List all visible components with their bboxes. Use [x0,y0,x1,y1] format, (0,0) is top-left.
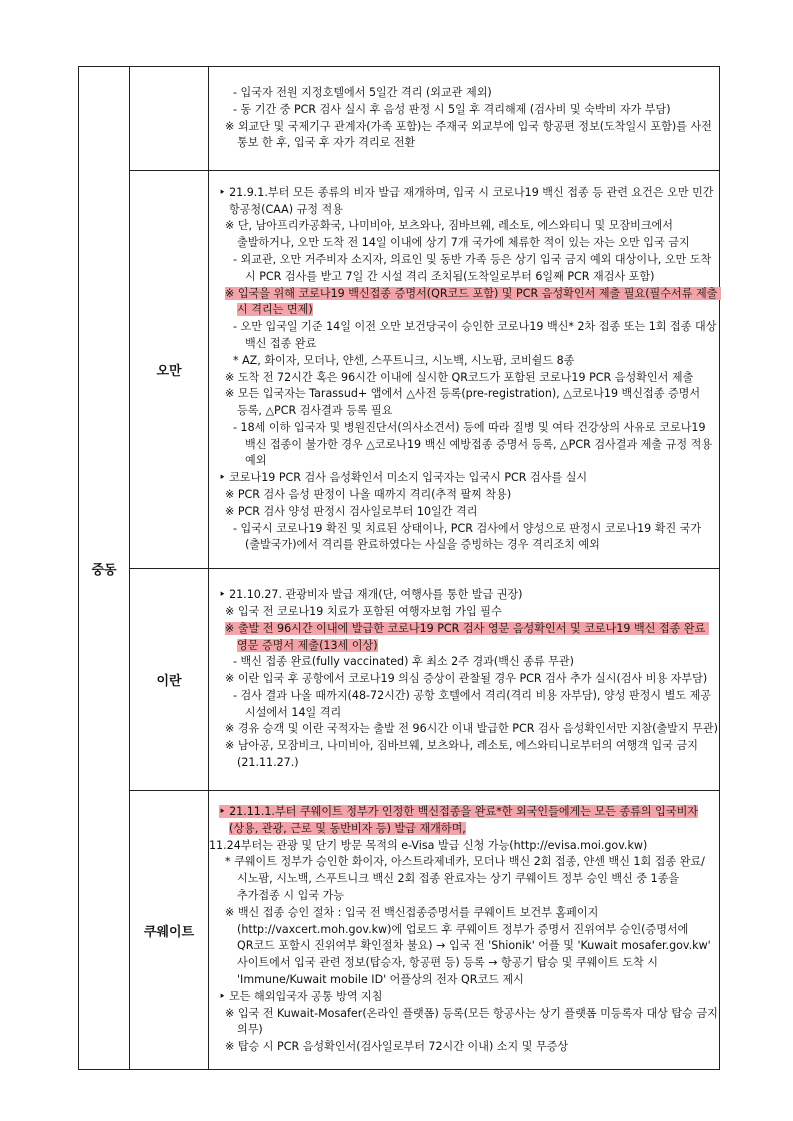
table-row [79,171,720,569]
content-cell [209,67,720,171]
content-cell-oman [209,171,720,569]
region-cell: 중동 [79,67,130,1070]
bullet-line: ※ PCR 검사 양성 판정시 검사일로부터 10일간 격리 [225,504,478,518]
bullet-line: ※ 입국 전 Kuwait-Mosafer(온라인 플랫폼) 등록(모든 항공사는 상기 플랫폼 미등록자 대상 탑승 금지 의무) [225,1006,722,1037]
bullet-line: * 쿠웨이트 정부가 승인한 화이자, 아스트라제네카, 모더나 백신 2회 접종, 얀센 백신 1회 접종 완료/ 시노팜, 시노백, 스푸트니크 백신 2회 접종 완료자는 상기 쿠웨이트 정부 승인 백신 중 1종을 추가접종 시 입국 가능 [225,855,709,902]
bullet-line: ‣ 코로나19 PCR 검사 음성확인서 미소지 입국자는 입국시 PCR 검사를 실시 [219,471,588,485]
bullet-line: ※ 외교단 및 국제기구 관계자(가족 포함)는 주재국 외교부에 입국 항공편 정보(도착일시 포함)를 사전 통보 한 후, 입국 후 자가 격리로 전환 [225,119,716,150]
bullet-line: ※ PCR 검사 음성 판정이 나올 때까지 격리(추적 팔찌 착용) [225,488,512,502]
bullet-line: ※ 도착 전 72시간 혹은 96시간 이내에 실시한 QR코드가 포함된 코로나19 PCR 음성확인서 제출 [225,370,694,384]
bullet-line: - 검사 결과 나올 때까지(48-72시간) 공항 호텔에서 격리(격리 비용 자부담), 양성 판정시 별도 제공 시설에서 14일 격리 [233,688,715,719]
bullet-line: - 오만 입국일 기준 14일 이전 오만 보건당국이 승인한 코로나19 백신* 2차 접종 또는 1회 접종 대상 백신 접종 완료 [233,320,720,350]
bullet-line: * AZ, 화이자, 모더나, 얀센, 스푸트니크, 시노백, 시노팜, 코비쉴드 8종 [233,353,575,367]
bullet-line: - 입국시 코로나19 확진 및 치료된 상태이나, PCR 검사에서 양성으로 판정시 코로나19 확진 국가(출발국가)에서 격리를 완료하였다는 사실을 증빙하는 경우 격리조치 예외 [233,521,702,552]
bullet-line: ‣ 21.10.27. 관광비자 발급 재개(단, 여행사를 통한 발급 권장) [219,588,523,602]
bullet-line: ※ 모든 입국자는 Tarassud+ 앱에서 △사전 등록(pre-registration), △코로나19 백신접종 증명서 등록, △PCR 검사결과 등록 필요 [225,387,704,418]
country-cell [130,67,209,171]
country-cell-iran: 이란 [130,569,209,791]
bullet-line: ※ 경유 승객 및 이란 국적자는 출발 전 96시간 이내 발급한 PCR 검사 음성확인서만 지참(출발지 무관) [225,722,718,736]
bullet-line: ※ 이란 입국 후 공항에서 코로나19 의심 증상이 관찰될 경우 PCR 검사 추가 실시(검사 비용 자부담) [225,672,708,686]
country-cell-kuwait: 쿠웨이트 [130,791,209,1070]
table-row [79,67,720,171]
bullet-line: ※ 탑승 시 PCR 음성확인서(검사일로부터 72시간 이내) 소지 및 무증상 [225,1040,569,1054]
table-row [79,569,720,791]
bullet-line [209,804,719,838]
bullet-line [209,286,719,320]
entry-restrictions-table [78,66,720,1070]
highlighted-text: ‣ 21.11.1.부터 쿠웨이트 정부가 인정한 백신접종을 완료*한 외국인들에게는 모든 종류의 입국비자(상용, 관광, 근로 및 동반비자 등) 발급 재개하며, [219,805,699,835]
country-cell-oman: 오만 [130,171,209,569]
content-cell-iran [209,569,720,791]
bullet-line: - 입국자 전원 지정호텔에서 5일간 격리 (외교관 제외) [233,85,492,99]
highlighted-text: ※ 입국을 위해 코로나19 백신접종 증명서(QR코드 포함) 및 PCR 음성확인서 제출 필요(필수서류 제출 시 격리는 면제) [225,286,721,317]
bullet-line: - 백신 접종 완료(fully vaccinated) 후 최소 2주 경과(백신 종류 무관) [233,655,574,669]
content-cell-kuwait [209,791,720,1070]
bullet-line: ※ 남아공, 모잠비크, 나미비아, 짐바브웨, 보츠와나, 레소토, 에스와티니로부터의 여행객 입국 금지(21.11.27.) [225,739,698,770]
bullet-line: - 외교관, 오만 거주비자 소지자, 의료인 및 동반 가족 등은 상기 입국 금지 예외 대상이나, 오만 도착 시 PCR 검사를 받고 7일 간 시설 격리 조치됨(도착일로부터 6일째 PCR 재검사 포함) [233,252,715,283]
highlighted-text: ※ 출발 전 96시간 이내에 발급한 코로나19 PCR 검사 영문 음성확인서 및 코로나19 백신 접종 완료 영문 증명서 제출(13세 이상) [225,621,709,652]
bullet-line: ※ 입국 전 코로나19 치료가 포함된 여행자보험 가입 필수 [225,604,502,618]
bullet-line: ‣ 모든 해외입국자 공통 방역 지침 [219,989,383,1003]
bullet-line: ※ 백신 접종 승인 절차 : 입국 전 백신접종증명서를 쿠웨이트 보건부 홈페이지(http://vaxcert.moh.gov.kw)에 업로드 후 쿠웨이트 정부가 증명서 진위여부 승인(증명서에 QR코드 포함시 진위여부 확인절차 불요) → 입국 전 'Shionik' 어플 및 'Kuwait mosafer.gov.kw' 사이트에서 입국 관련 정보(탑승자, 항공편 등) 등록 → 항공기 탑승 및 쿠웨이트 도착 시 'Immune/Kuwait mobile ID' 어플상의 전자 QR코드 제시 [225,905,715,986]
table-row [79,791,720,1070]
bullet-line: ※ 단, 남아프리카공화국, 나미비아, 보츠와나, 짐바브웨, 레소토, 에스와티니 및 모잠비크에서 출발하거나, 오만 도착 전 14일 이내에 상기 7개 국가에 체류한 적이 있는 자는 오만 입국 금지 [225,219,690,250]
bullet-line: - 18세 이하 입국자 및 병원진단서(의사소견서) 등에 따라 질병 및 여타 건강상의 사유로 코로나19 백신 접종이 불가한 경우 △코로나19 백신 예방접종 증명서 등록, △PCR 검사결과 제출 규정 적용 예외 [233,420,716,468]
bullet-line: ‣ 21.9.1.부터 모든 종류의 비자 발급 재개하며, 입국 시 코로나19 백신 접종 등 관련 요건은 오만 민간 항공청(CAA) 규정 적용 [219,185,718,216]
bullet-line: 11.24부터는 관광 및 단기 방문 목적의 e-Visa 발급 신청 가능(http://evisa.moi.gov.kw) [209,838,648,852]
bullet-line: - 동 기간 중 PCR 검사 실시 후 음성 판정 시 5일 후 격리해제 (검사비 및 숙박비 자가 부담) [233,102,671,116]
bullet-line [209,621,719,655]
